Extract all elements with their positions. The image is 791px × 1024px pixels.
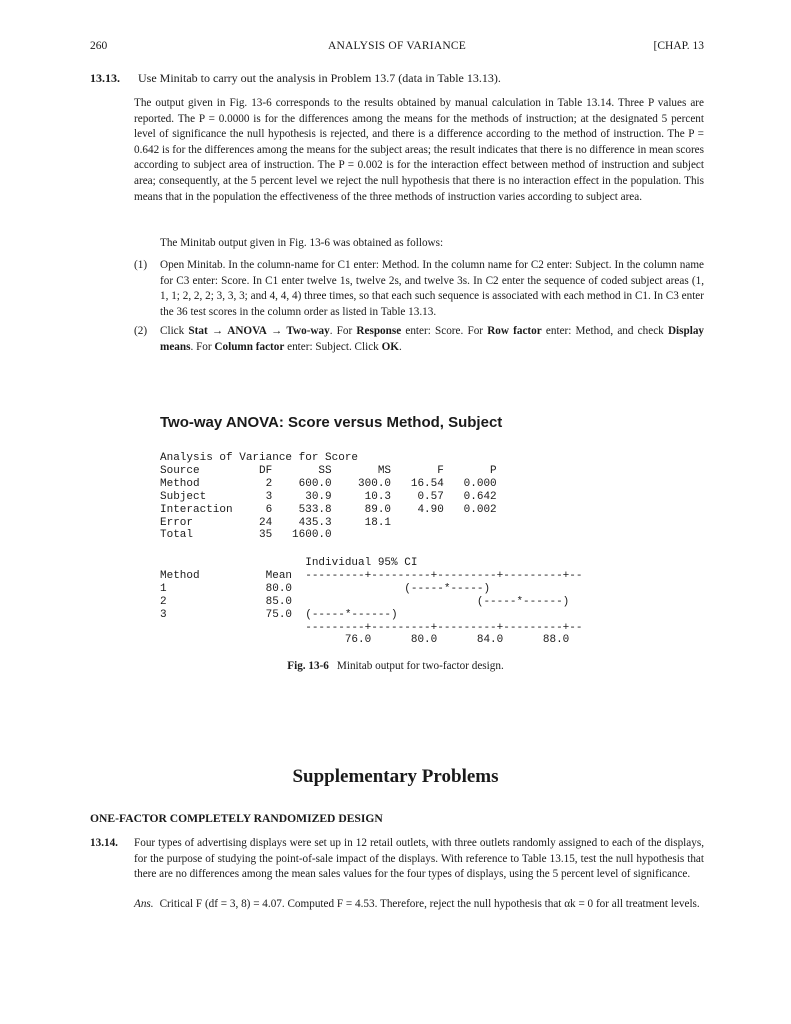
- section-heading: ONE-FACTOR COMPLETELY RANDOMIZED DESIGN: [90, 812, 383, 825]
- problem-13-13-statement: [90, 71, 710, 86]
- option-display-means: Display means: [160, 325, 705, 353]
- step-number: (1): [134, 259, 148, 271]
- problem-text: Use Minitab to carry out the analysis in Problem 13.7 (data in Table 13.13).: [138, 71, 501, 85]
- problem-text: Four types of advertising displays were set up in 12 retail outlets, with three outlets randomly assigned to each of the displays, for the purpose of studying the point-of-sale impact of the displays. With reference to Table 13.15, test the null hypothesis that there are no differences among the mean sales values for the four types of displays, using the 5 percent level of significance.: [134, 837, 704, 881]
- solution-paragraph-2: The Minitab output given in Fig. 13-6 was obtained as follows:: [160, 237, 444, 249]
- supplementary-heading: Supplementary Problems: [292, 766, 499, 787]
- field-column-factor: Column factor: [214, 340, 285, 353]
- field-row-factor: Row factor: [487, 325, 542, 338]
- solution-paragraph-1: The output given in Fig. 13-6 corresponds to the results obtained by manual calculation in Table 13.14. Three P values are reported. The P = 0.0000 is for the differences among the means for the methods of instruction; at the designated 5 percent level of significance the null hypothesis is rejected, and there is a difference according to the method of instruction. The P = 0.642 is for the differences among the means for the subject areas; the result indicates that there is no difference in mean scores according to subject area of instruction. The P = 0.002 is for the interaction effect between method of instruction and subject area; consequently, at the 5 percent level we reject the null hypothesis that there is no interaction effect in the population. This means that in the population the effectiveness of the three methods of instruction varies according to subject area.: [134, 97, 704, 203]
- minitab-output-title: Two-way ANOVA: Score versus Method, Subject: [160, 414, 503, 431]
- running-title: ANALYSIS OF VARIANCE: [328, 40, 466, 52]
- button-ok: OK: [381, 340, 399, 353]
- anova-table: Analysis of Variance for Score Source DF SS MS F P Method 2 600.0 300.0 16.54 0.000 Subject 3 30.9 10.3 0.57 0.642 Interaction 6 533.8 89.0 4.90 0.002 Error 24 435.3 18.1 Total 35 1600.0: [160, 452, 497, 542]
- running-header: [90, 40, 704, 56]
- answer: [134, 897, 704, 913]
- chapter-label: [CHAP. 13: [653, 40, 704, 52]
- problem-number: 13.14.: [90, 837, 118, 849]
- confidence-interval-plot: Individual 95% CI Method Mean ---------+---------+---------+---------+-- 1 80.0 (-----*-----) 2 85.0 (-----*------) 3 75.0 (-----*------) ---------+---------+---------+---------+-- 76.0 80.0 84.0 88.0: [160, 557, 583, 647]
- step-text: Open Minitab. In the column-name for C1 enter: Method. In the column name for C2 enter: Subject. In the column name for C3 enter: Score. In C1 enter twelve 1s, twelve 2s, and twelve 3s. In C2 enter the sequence of coded subject areas (1, 1, 1; 2, 2, 2; 3, 3, 3; and 4, 4, 4) three times, so that each such sequence is associated with each method in C1. In C3 enter the 36 test scores in the column order as listed in Table 13.13.: [160, 259, 704, 318]
- figure-label: Fig. 13-6: [287, 660, 329, 672]
- figure-caption: [0, 660, 791, 672]
- problem-number: 13.13.: [90, 71, 120, 85]
- menu-anova: ANOVA: [227, 325, 267, 338]
- menu-two-way: Two-way: [286, 325, 330, 338]
- answer-label: Ans.: [134, 898, 154, 910]
- step-number: (2): [134, 325, 148, 338]
- step-2: (2) Click Stat → ANOVA → Two-way. For Response enter: Score. For Row factor enter: Method, and check Display means. For Column factor enter: Subject. Click OK.: [134, 325, 705, 353]
- answer-text: Critical F (df = 3, 8) = 4.07. Computed F = 4.53. Therefore, reject the null hypothesis that αk = 0 for all treatment levels.: [159, 898, 700, 910]
- procedure-steps: [134, 258, 704, 356]
- step-1: [134, 258, 704, 320]
- page-number: 260: [90, 40, 108, 52]
- problem-13-14: [90, 836, 704, 883]
- field-response: Response: [356, 325, 402, 338]
- figure-caption-text: Minitab output for two-factor design.: [336, 660, 504, 672]
- menu-stat: Stat: [188, 325, 208, 338]
